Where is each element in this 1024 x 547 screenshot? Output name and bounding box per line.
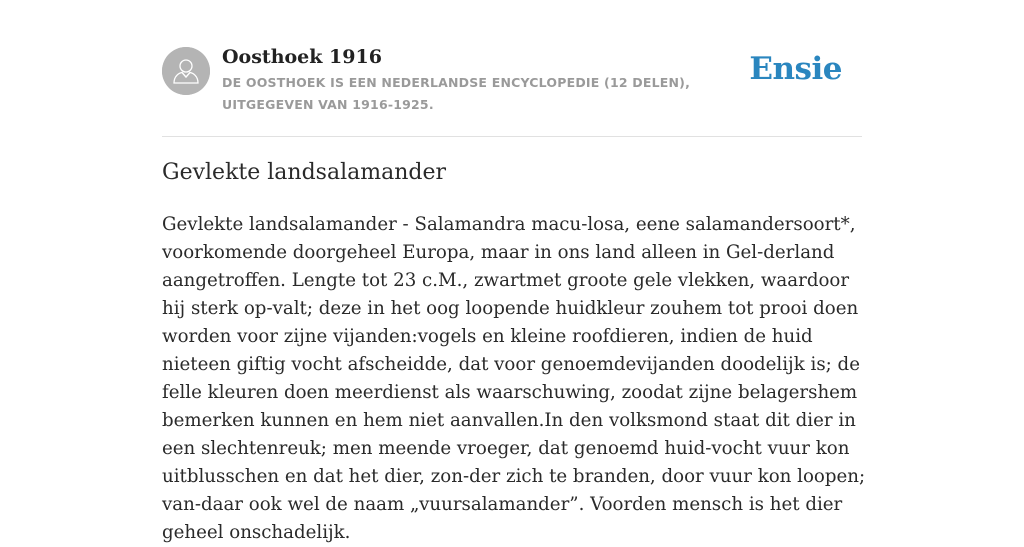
source-title[interactable]: Oosthoek 1916: [222, 46, 382, 68]
article-title: Gevlekte landsalamander: [162, 160, 446, 185]
article-body: Gevlekte landsalamander - Salamandra macu-losa, eene salamandersoort*, voorkomende doorgeheel Europa, maar in ons land alleen in Gel-derland aangetroffen. Lengte tot 23 c.M., zwartmet groote gele vlekken, waardoor hij sterk op-valt; deze in het oog loopende huidkleur zouhem tot prooi doen worden voor zijne vijanden:vogels en kleine roofdieren, indien de huid nieteen giftig vocht afscheidde, dat voor genoemdevijanden doodelijk is; de felle kleuren doen meerdienst als waarschuwing, zoodat zijne belagershem bemerken kunnen en hem niet aanvallen.In den volksmond staat dit dier in een slechtenreuk; men meende vroeger, dat genoemd huid-vocht vuur kon uitblusschen en dat het dier, zon-der zich te branden, door vuur kon loopen; van-daar ook wel de naam „vuursalamander”. Voorden mensch is het dier geheel onschadelijk.: [162, 214, 866, 543]
source-description: DE OOSTHOEK IS EEN NEDERLANDSE ENCYCLOPEDIE (12 DELEN), UITGEGEVEN VAN 1916-1925.: [222, 75, 691, 112]
ensie-logo[interactable]: Ensie: [749, 51, 842, 87]
source-header: [162, 44, 862, 137]
user-placeholder-icon[interactable]: [162, 47, 210, 95]
